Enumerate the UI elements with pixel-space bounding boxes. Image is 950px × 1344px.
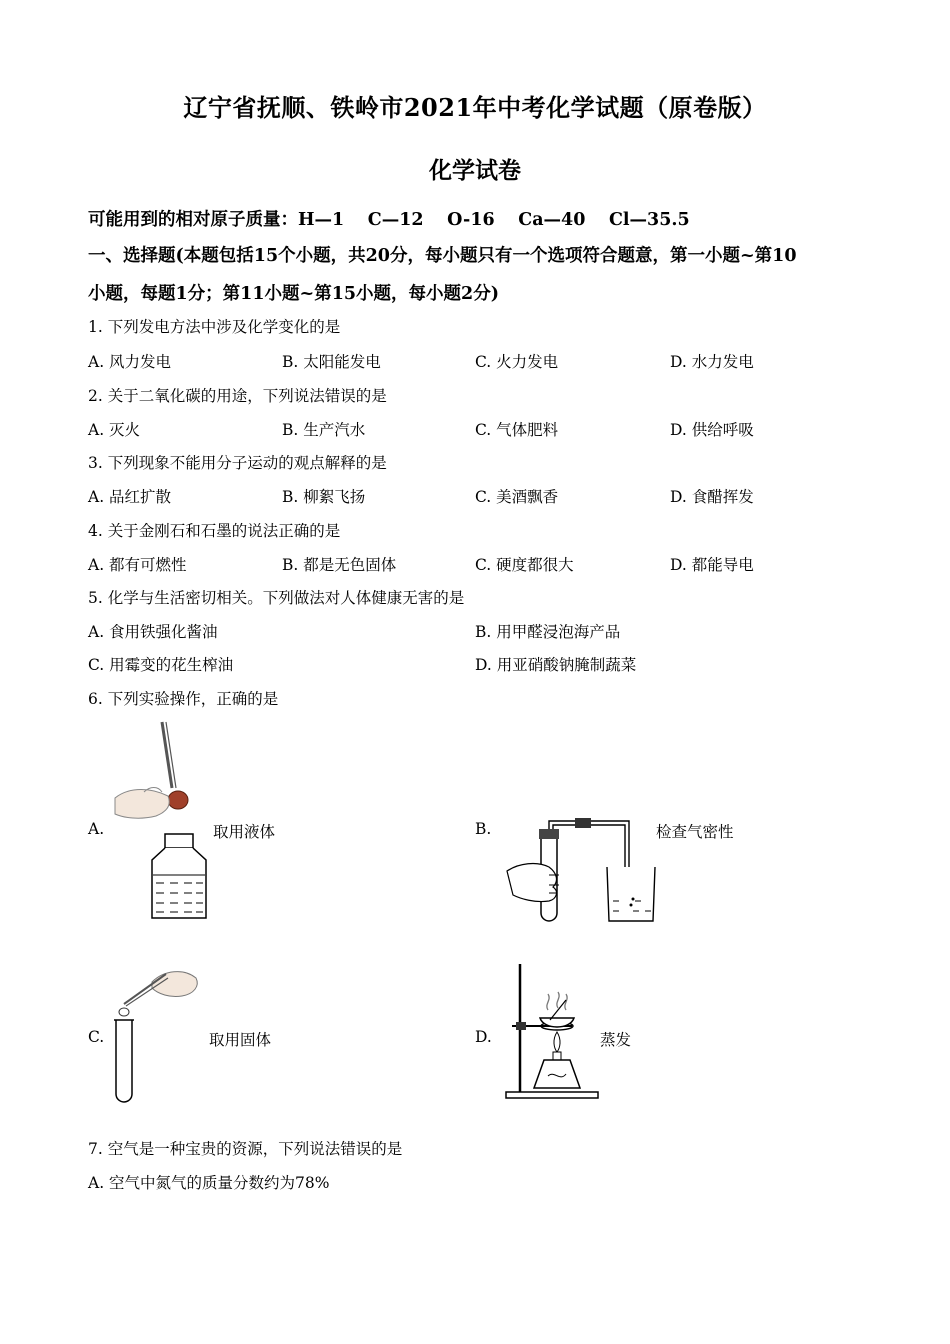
question-stem: 4. 关于金刚石和石墨的说法正确的是 bbox=[88, 522, 341, 540]
option-d: D. 食醋挥发 bbox=[670, 488, 754, 506]
question-stem: 7. 空气是一种宝贵的资源，下列说法错误的是 bbox=[88, 1140, 403, 1158]
option-d: D. 供给呼吸 bbox=[670, 421, 754, 439]
option-d: D. 用亚硝酸钠腌制蔬菜 bbox=[475, 656, 637, 674]
option-c: C. 用霉变的花生榨油 bbox=[88, 656, 234, 674]
question-stem: 3. 下列现象不能用分子运动的观点解释的是 bbox=[88, 454, 387, 472]
option-b: B. 用甲醛浸泡海产品 bbox=[475, 623, 621, 641]
evaporation-figure bbox=[502, 960, 602, 1102]
option-b: B. 都是无色固体 bbox=[282, 556, 397, 574]
option-b: B. 生产汽水 bbox=[282, 421, 366, 439]
figure-caption-a: 取用液体 bbox=[213, 823, 276, 841]
airtightness-figure bbox=[505, 815, 660, 925]
question-stem: 5. 化学与生活密切相关。下列做法对人体健康无害的是 bbox=[88, 589, 465, 607]
option-a: A. bbox=[88, 820, 105, 838]
option-c: C. 硬度都很大 bbox=[475, 556, 574, 574]
question-stem: 1. 下列发电方法中涉及化学变化的是 bbox=[88, 318, 341, 336]
option-d: D. 水力发电 bbox=[670, 353, 754, 371]
option-c: C. 火力发电 bbox=[475, 353, 559, 371]
section-heading-line2: 小题，每题1分；第11小题~第15小题，每小题2分) bbox=[88, 284, 500, 304]
question-stem: 6. 下列实验操作，正确的是 bbox=[88, 690, 279, 708]
solid-reagent-figure bbox=[112, 962, 202, 1107]
figure-caption-b: 检查气密性 bbox=[656, 823, 734, 841]
figure-caption-c: 取用固体 bbox=[209, 1031, 272, 1049]
page-subtitle: 化学试卷 bbox=[429, 157, 521, 184]
option-d: D. bbox=[475, 1028, 492, 1046]
option-a: A. 灭火 bbox=[88, 421, 141, 439]
question-stem: 2. 关于二氧化碳的用途，下列说法错误的是 bbox=[88, 387, 387, 405]
page-title: 辽宁省抚顺、铁岭市2021年中考化学试题（原卷版） bbox=[183, 93, 767, 122]
figure-caption-d: 蒸发 bbox=[600, 1031, 632, 1049]
option-b: B. 柳絮飞扬 bbox=[282, 488, 366, 506]
option-c: C. 气体肥料 bbox=[475, 421, 559, 439]
option-c: C. 美酒飘香 bbox=[475, 488, 559, 506]
option-a: A. 空气中氮气的质量分数约为78% bbox=[88, 1174, 330, 1192]
option-a: A. 食用铁强化酱油 bbox=[88, 623, 218, 641]
option-b: B. 太阳能发电 bbox=[282, 353, 381, 371]
option-a: A. 都有可燃性 bbox=[88, 556, 187, 574]
section-heading-line1: 一、选择题(本题包括15个小题，共20分，每小题只有一个选项符合题意，第一小题~第10 bbox=[88, 246, 797, 266]
atomic-masses: 可能用到的相对原子质量：H—1 C—12 O-16 Ca—40 Cl—35.5 bbox=[88, 210, 690, 230]
option-a: A. 风力发电 bbox=[88, 353, 172, 371]
option-a: A. 品红扩散 bbox=[88, 488, 172, 506]
option-c: C. bbox=[88, 1028, 105, 1046]
option-d: D. 都能导电 bbox=[670, 556, 754, 574]
dropper-bottle-figure bbox=[110, 720, 220, 920]
option-b: B. bbox=[475, 820, 492, 838]
